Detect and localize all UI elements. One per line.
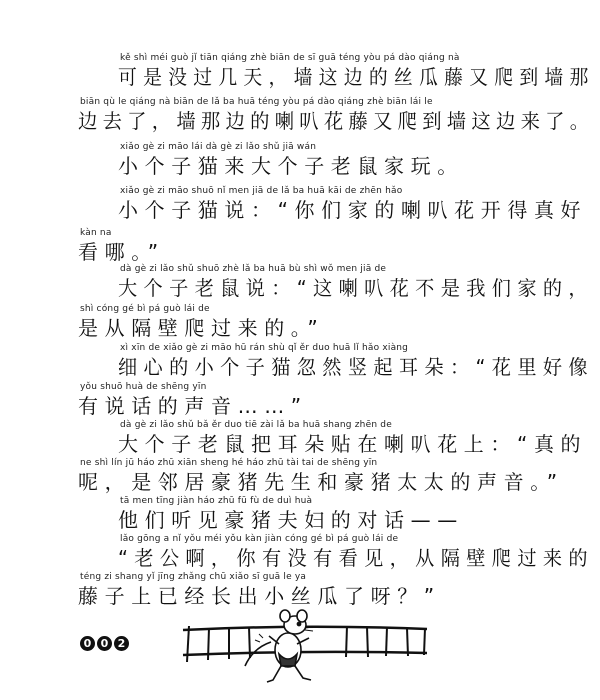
text-line — [0, 456, 600, 496]
mouse-icon — [245, 610, 313, 682]
text-line — [0, 51, 600, 91]
text-line — [0, 184, 600, 224]
hanzi-line: 藤子上已经长出小丝瓜了呀？” — [78, 584, 441, 608]
pinyin-line: shì cóng gé bì pá guò lái de — [80, 304, 210, 314]
mouse-running-on-fence-illustration — [175, 608, 435, 688]
page-number — [80, 636, 129, 654]
hanzi-line: 大个子老鼠说：“这喇叭花不是我们家的， — [118, 276, 594, 300]
hanzi-line: 小个子猫来大个子老鼠家玩。 — [118, 154, 464, 178]
text-line — [0, 380, 600, 420]
pinyin-line: xì xīn de xiǎo gè zi māo hū rán shù qǐ ěr duo huā lǐ hǎo xiàng — [120, 343, 409, 353]
text-line — [0, 341, 600, 381]
hanzi-line: 呢，是邻居豪猪先生和豪猪太太的声音。” — [78, 470, 564, 494]
text-line — [0, 302, 600, 342]
pinyin-line: kàn na — [80, 228, 112, 238]
hanzi-line: 边去了，墙那边的喇叭花藤又爬到墙这边来了。 — [78, 109, 595, 133]
hanzi-line: 是从隔壁爬过来的。” — [78, 316, 325, 340]
hanzi-line: 他们听见豪猪夫妇的对话—— — [118, 508, 464, 532]
text-line — [0, 418, 600, 458]
text-line — [0, 140, 600, 180]
hanzi-line: 细心的小个子猫忽然竖起耳朵：“花里好像 — [118, 355, 594, 379]
pinyin-line: tā men tīng jiàn háo zhū fū fù de duì huà — [120, 496, 313, 506]
text-line — [0, 95, 600, 135]
pinyin-line: dà gè zi lǎo shǔ bǎ ěr duo tiē zài lǎ ba huā shang zhēn de — [120, 420, 392, 430]
hanzi-line: 可是没过几天，墙这边的丝瓜藤又爬到墙那 — [118, 65, 595, 89]
pinyin-line: yǒu shuō huà de shēng yīn — [80, 382, 207, 392]
fence-icon — [183, 626, 427, 662]
pinyin-line: lǎo gōng a nǐ yǒu méi yǒu kàn jiàn cóng gé bì pá guò lái de — [120, 534, 399, 544]
hanzi-line: 有说话的声音……” — [78, 394, 308, 418]
pinyin-line: biān qù le qiáng nà biān de lǎ ba huā téng yòu pá dào qiáng zhè biān lái le — [80, 97, 433, 107]
pinyin-line: xiǎo gè zi māo lái dà gè zi lǎo shǔ jiā wán — [120, 142, 317, 152]
page-number-digit: 0 — [80, 636, 95, 651]
hanzi-line: “老公啊，你有没有看见，从隔壁爬过来的 — [118, 546, 594, 570]
text-line — [0, 494, 600, 534]
hanzi-line: 小个子猫说：“你们家的喇叭花开得真好 — [118, 198, 588, 222]
page-number-digit: 0 — [97, 636, 112, 651]
text-line — [0, 226, 600, 266]
text-line — [0, 532, 600, 572]
text-line — [0, 570, 600, 610]
hanzi-line: 看哪。” — [78, 240, 165, 264]
hanzi-line: 大个子老鼠把耳朵贴在喇叭花上：“真的 — [118, 432, 588, 456]
text-line — [0, 262, 600, 302]
pinyin-line: ne shì lín jū háo zhū xiān sheng hé háo zhū tài tai de shēng yīn — [80, 458, 378, 468]
page-number-digit: 2 — [114, 636, 129, 651]
pinyin-line: kě shì méi guò jǐ tiān qiáng zhè biān de sī guā téng yòu pá dào qiáng nà — [120, 53, 460, 63]
pinyin-line: téng zi shang yǐ jīng zhǎng chū xiǎo sī guā le ya — [80, 572, 307, 582]
pinyin-line: dà gè zi lǎo shǔ shuō zhè lǎ ba huā bù shì wǒ men jiā de — [120, 264, 387, 274]
pinyin-line: xiǎo gè zi māo shuō nǐ men jiā de lǎ ba huā kāi de zhēn hǎo — [120, 186, 403, 196]
